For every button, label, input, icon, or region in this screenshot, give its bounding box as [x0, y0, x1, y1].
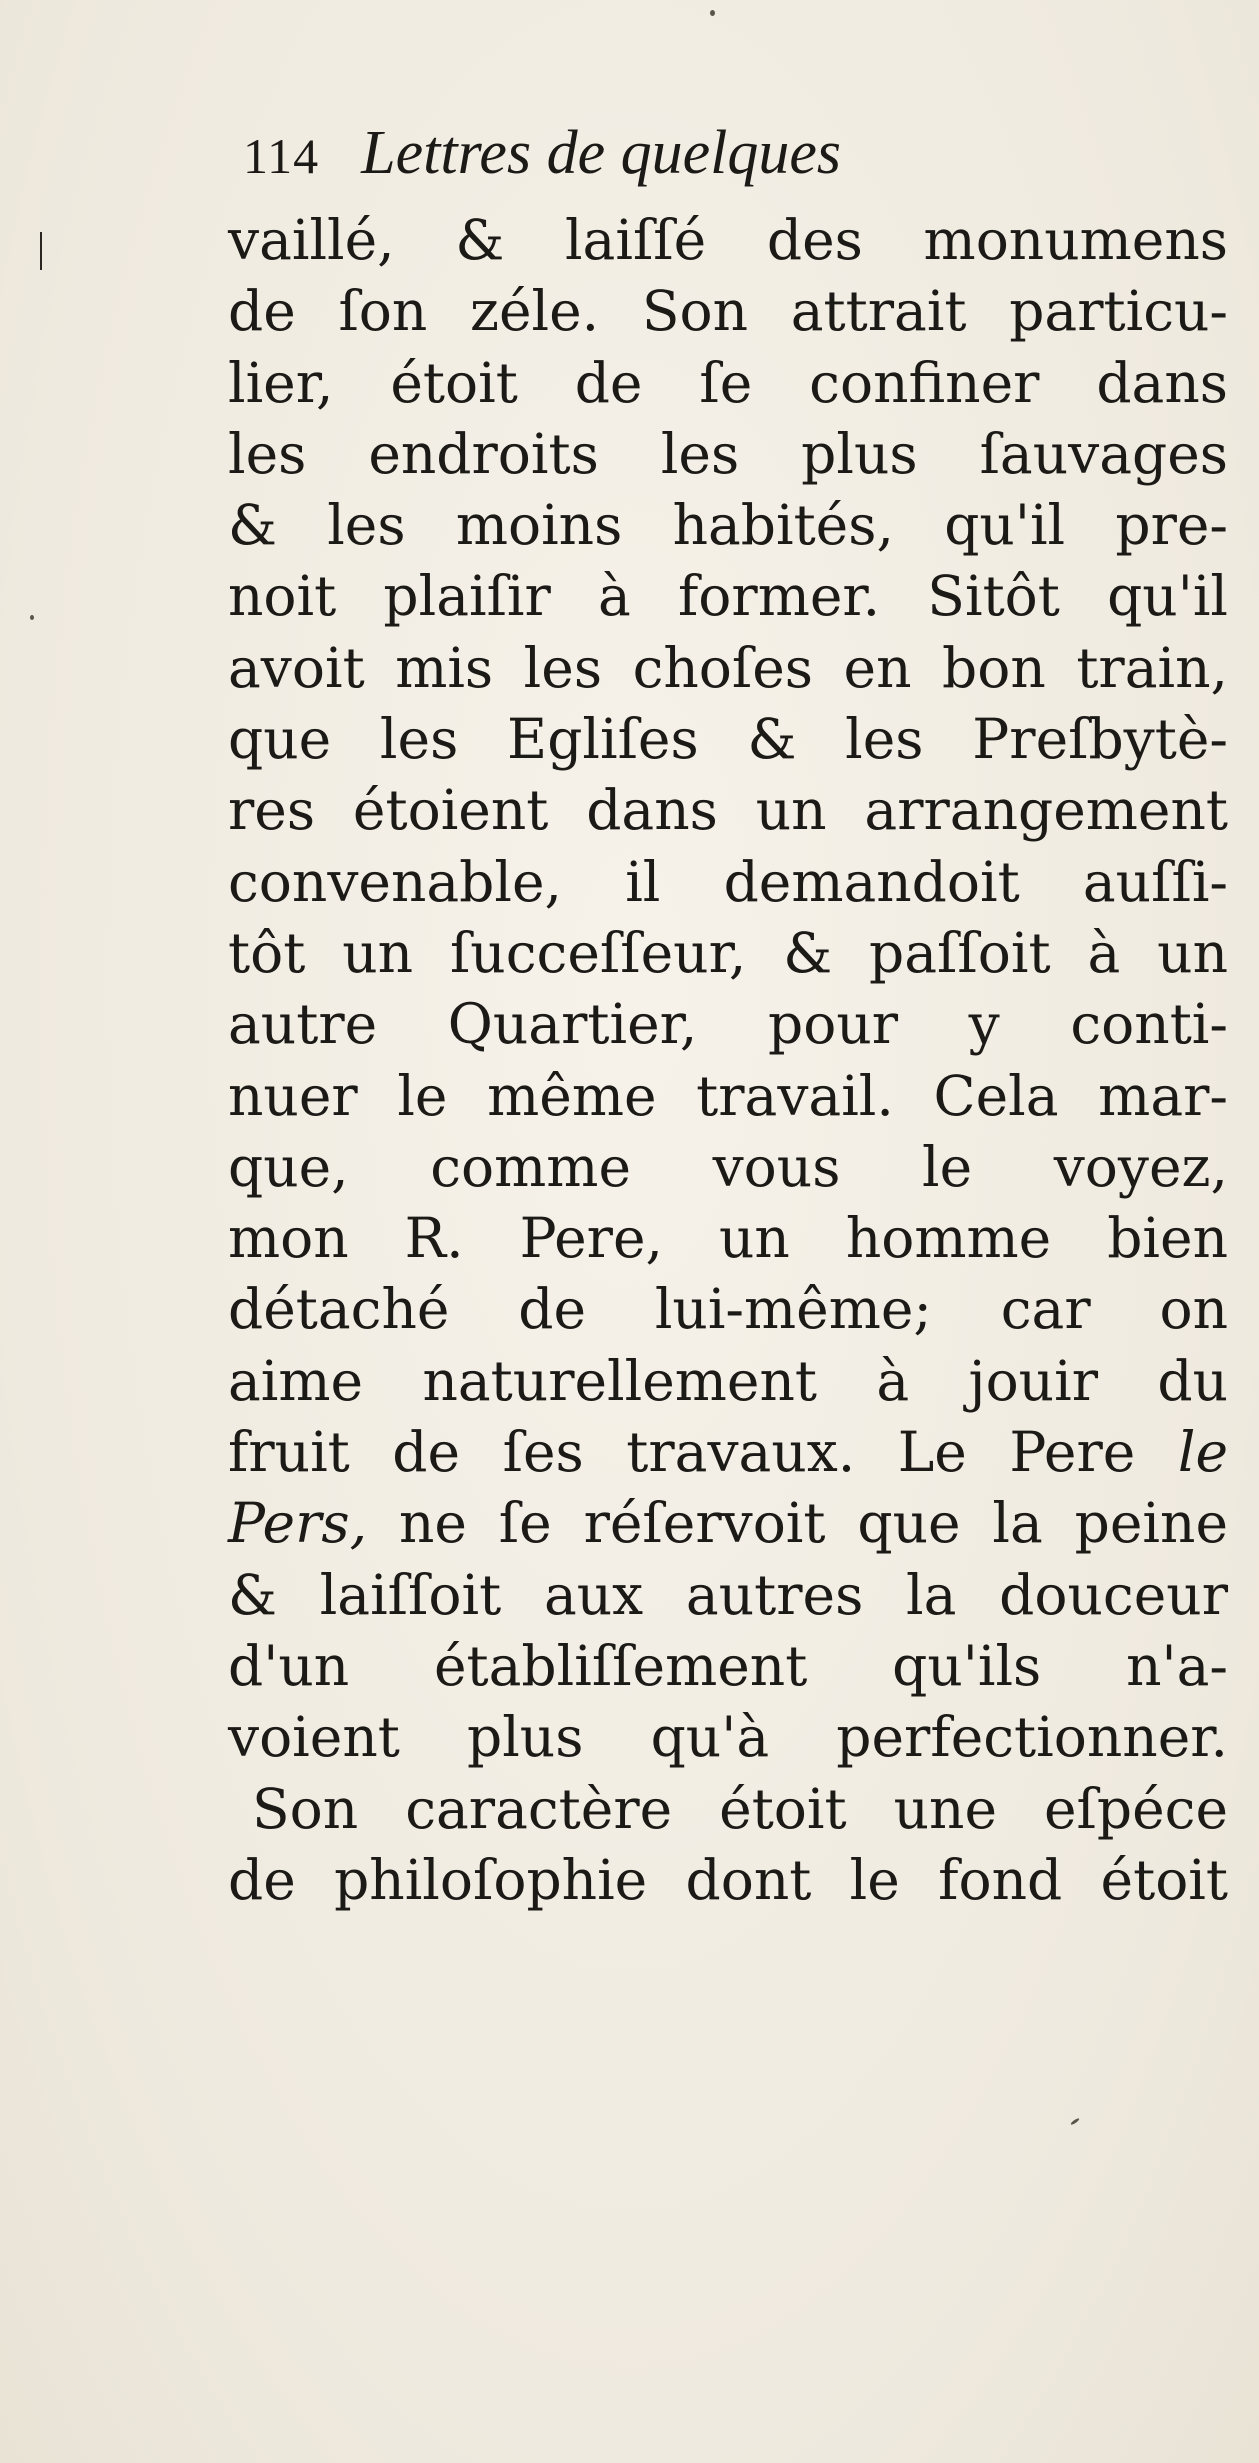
text-line-segment: fruit de ſes travaux. Le Pere: [228, 1420, 1136, 1485]
text-line: nuer le même travail. Cela mar-: [228, 1063, 1228, 1128]
text-line: tôt un ſucceſſeur, & paſſoit à un: [228, 920, 1228, 985]
text-line: les endroits les plus ſauvages: [228, 421, 1228, 486]
text-line: de philoſophie dont le fond étoit: [228, 1847, 1228, 1912]
text-line: convenable, il demandoit auſſi-: [228, 849, 1228, 914]
text-line-segment: ne ſe réſervoit que la peine: [398, 1491, 1228, 1556]
page-header: [243, 118, 841, 198]
text-line: & les moins habités, qu'il pre-: [228, 493, 1228, 558]
text-line: aime naturellement à jouir du: [228, 1348, 1228, 1413]
text-line: lier, étoit de ſe confiner dans: [228, 350, 1228, 415]
text-line: [228, 1417, 1228, 1488]
text-line: & laiſſoit aux autres la douceur: [228, 1562, 1228, 1627]
text-line: mon R. Pere, un homme bien: [228, 1206, 1228, 1271]
paper-speck: [30, 615, 34, 620]
text-line: voient plus qu'à perfectionner.: [228, 1705, 1228, 1770]
text-line: noit plaiſir à former. Sitôt qu'il: [228, 564, 1228, 629]
text-line: autre Quartier, pour y conti-: [228, 992, 1228, 1057]
text-line: avoit mis les choſes en bon train,: [228, 635, 1228, 700]
text-line: que, comme vous le voyez,: [228, 1134, 1228, 1199]
text-line: d'un établiſſement qu'ils n'a-: [228, 1633, 1228, 1698]
text-line: de ſon zéle. Son attrait particu-: [228, 279, 1228, 344]
italic-name: Pers,: [228, 1491, 368, 1556]
italic-name: le: [1177, 1420, 1229, 1485]
running-title: Lettres de quelques: [361, 119, 841, 187]
paper-speck: [710, 10, 715, 16]
text-line: [228, 1488, 1228, 1559]
page-number: 114: [243, 128, 320, 184]
text-line: détaché de lui-même; car on: [228, 1277, 1228, 1342]
text-line: que les Egliſes & les Preſbytè-: [228, 707, 1228, 772]
body-text: [228, 205, 1228, 1916]
text-line: vaillé, & laiſſé des monumens: [228, 208, 1228, 272]
text-line: Son caractère étoit une eſpéce: [252, 1776, 1228, 1841]
text-line: res étoient dans un arrangement: [228, 778, 1228, 843]
paper-speck: [1070, 2117, 1080, 2125]
left-margin-rule: [40, 232, 42, 270]
